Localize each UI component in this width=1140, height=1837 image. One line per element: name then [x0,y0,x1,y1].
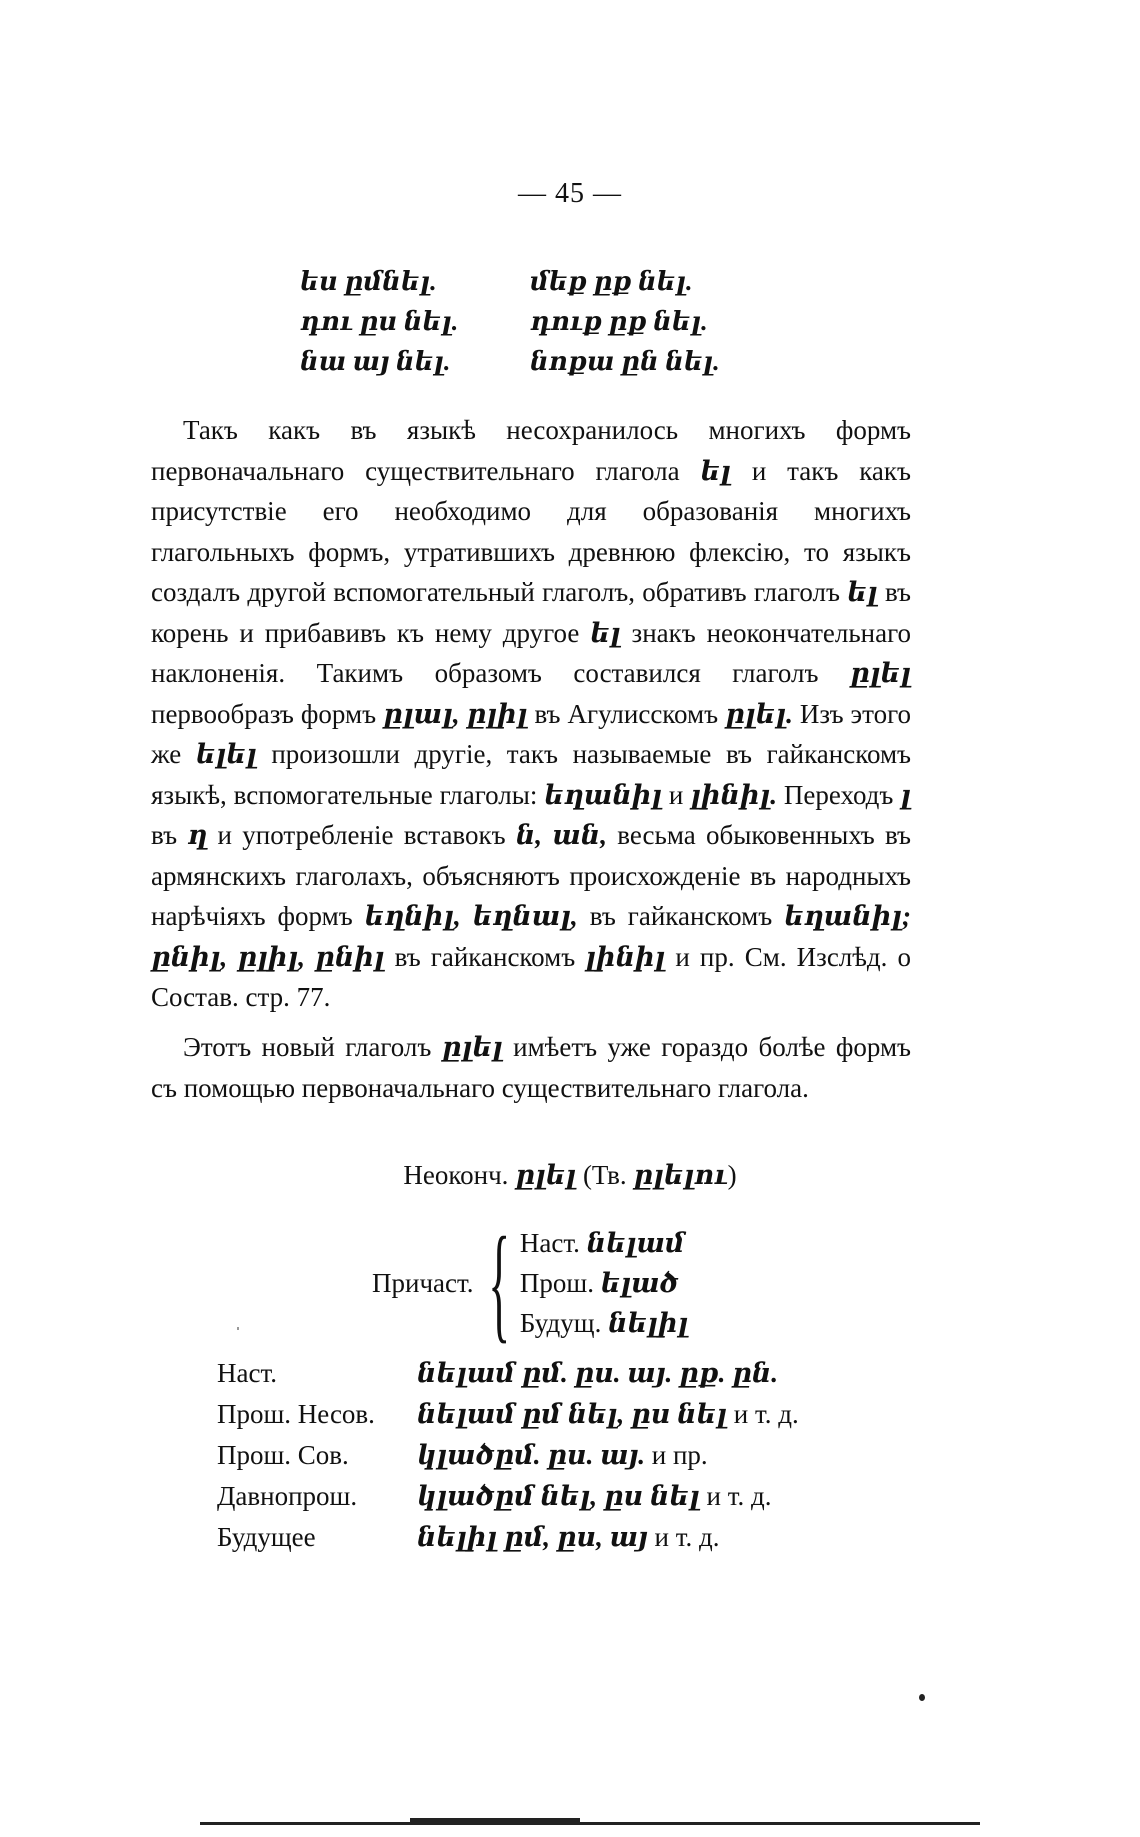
participle-block [372,1211,689,1355]
infinitive-label: Неоконч. [403,1160,509,1190]
infinitive-form: ըլել [515,1160,577,1190]
tense-armenian: կլածըմ. ըս. այ. [417,1440,646,1470]
ink-dot [919,1694,925,1701]
tense-label: Прош. Несов. [217,1399,375,1429]
text-run: и [662,779,691,810]
armenian-word: ել [847,577,878,607]
participle-item-form: նելիլ [608,1308,689,1338]
text-run: и такъ какъ присутствіе его необходимо для образованія многихъ глагольныхъ формъ, утратившихъ древнюю флексію, то языкъ создалъ другой вспомогательный глаголъ, обративъ глаголъ [151,455,911,607]
text-run: имѣетъ уже гораздо болѣе формъ съ помощью первоначальнаго существительнаго глагола. [151,1032,911,1103]
text-run: знакъ неокончательнаго наклоненія. Такимъ образомъ составился глаголъ [151,617,911,688]
instrumental-label: (Тв. [582,1160,627,1190]
text-run: Переходъ [777,779,901,810]
page-number: — 45 — [518,178,622,209]
tense-forms [417,1476,837,1517]
bottom-edge-rule [410,1818,580,1825]
conjugation-cell: նոքա ըն նել. [530,347,720,376]
armenian-word: ել [590,617,621,648]
participle-list [520,1223,688,1343]
tense-label: Прош. Сов. [217,1440,349,1470]
armenian-word: ն, ան, [515,820,607,850]
armenian-word: լինիլ [585,941,666,972]
participle-item-label: Прош. [519,1268,594,1298]
conjugation-cell: դու ըս նել. [300,307,459,336]
text-run: Этотъ новый глаголъ [183,1032,442,1062]
text-run: первообразъ формъ [151,698,384,729]
text-run: Такъ какъ въ языкѣ несохранилось многихъ формъ первоначальнаго существительнаго глагола [151,415,911,486]
participle-item [520,1223,688,1263]
armenian-word: ել [700,455,731,486]
paragraph-new-verb [151,1027,911,1108]
paragraph-origin [151,410,911,1018]
text-run: произошли другіе, такъ называемые въ гайканскомъ языкѣ, вспомогательные глаголы: [151,739,911,810]
ink-mark [237,1327,239,1330]
text-run: въ Агулисскомъ [527,698,726,729]
paren-close: ) [727,1160,737,1190]
tense-tail: и т. д. [647,1522,720,1552]
tense-forms [417,1435,837,1476]
armenian-word: ըլել [441,1032,503,1062]
conjugation-table [300,265,750,379]
text-run: и употребленіе вставокъ [207,820,516,850]
instrumental-form: ըլելու [633,1160,728,1190]
tense-forms [417,1394,837,1435]
participle-label: Причаст. [372,1267,474,1298]
armenian-word: ընիլ, ըլիլ, ընիլ [151,941,385,972]
participle-item-label: Будущ. [519,1308,602,1338]
participle-item [520,1263,688,1303]
armenian-word: եղնիլ, եղնալ, [364,901,578,931]
tense-armenian: նելամ ըմ նել, ըս նել [417,1399,727,1429]
tense-tail: и пр. [645,1440,708,1470]
text-run: въ корень и прибавивъ къ нему другое [151,577,911,648]
armenian-word: լ [900,779,911,810]
participle-item-label: Наст. [519,1228,580,1258]
tense-label: Давнопрош. [217,1481,358,1511]
conjugation-cell: դուք ըք նել. [530,307,708,336]
tense-table [217,1353,837,1558]
participle-item [520,1303,688,1343]
tense-armenian: նելիլ ըմ, ըս, այ [417,1522,648,1552]
tense-armenian: կլածըմ նել, ըս նել [417,1481,700,1511]
tense-armenian: նելամ ըմ. ըս. այ. ըք. ըն. [417,1358,779,1388]
conjugation-cell: ես ըմնել. [300,267,437,296]
conjugation-cell: մեք ըք նել. [530,267,693,296]
infinitive-line [0,1160,1140,1191]
text-run: и пр. См. Изслѣд. о Состав. стр. 77. [151,941,912,1012]
brace-icon: { [487,1211,510,1355]
tense-label: Наст. [217,1358,277,1388]
armenian-word: լինիլ. [690,779,777,810]
armenian-word: ըլել. [725,698,793,729]
tense-tail: и т. д. [699,1481,772,1511]
text-run: Изъ этого же [151,698,911,769]
armenian-word: եղանիլ [544,779,663,810]
armenian-word: ելել [195,739,257,769]
text-run: въ [151,820,188,850]
armenian-word: եղանիլ; [784,901,911,931]
bottom-edge-rule [200,1822,980,1825]
text-run: въ гайканскомъ [384,941,586,972]
tense-forms [417,1353,837,1394]
participle-item-form: նելամ [586,1228,685,1258]
tense-tail: и т. д. [727,1399,799,1429]
tense-label: Будущее [217,1522,316,1552]
armenian-word: ղ [187,820,208,850]
participle-item-form: ելած [600,1268,679,1298]
armenian-word: ըլել [850,658,911,688]
text-run: въ гайканскомъ [577,901,785,931]
armenian-word: ըլալ, ըլիլ [383,698,528,729]
tense-forms [417,1517,837,1558]
conjugation-cell: նա այ նել. [300,347,451,376]
text-run: весьма обыковенныхъ въ армянскихъ глаголахъ, объясняютъ происхожденіе въ народныхъ нарѣчіяхъ формъ [151,820,911,931]
